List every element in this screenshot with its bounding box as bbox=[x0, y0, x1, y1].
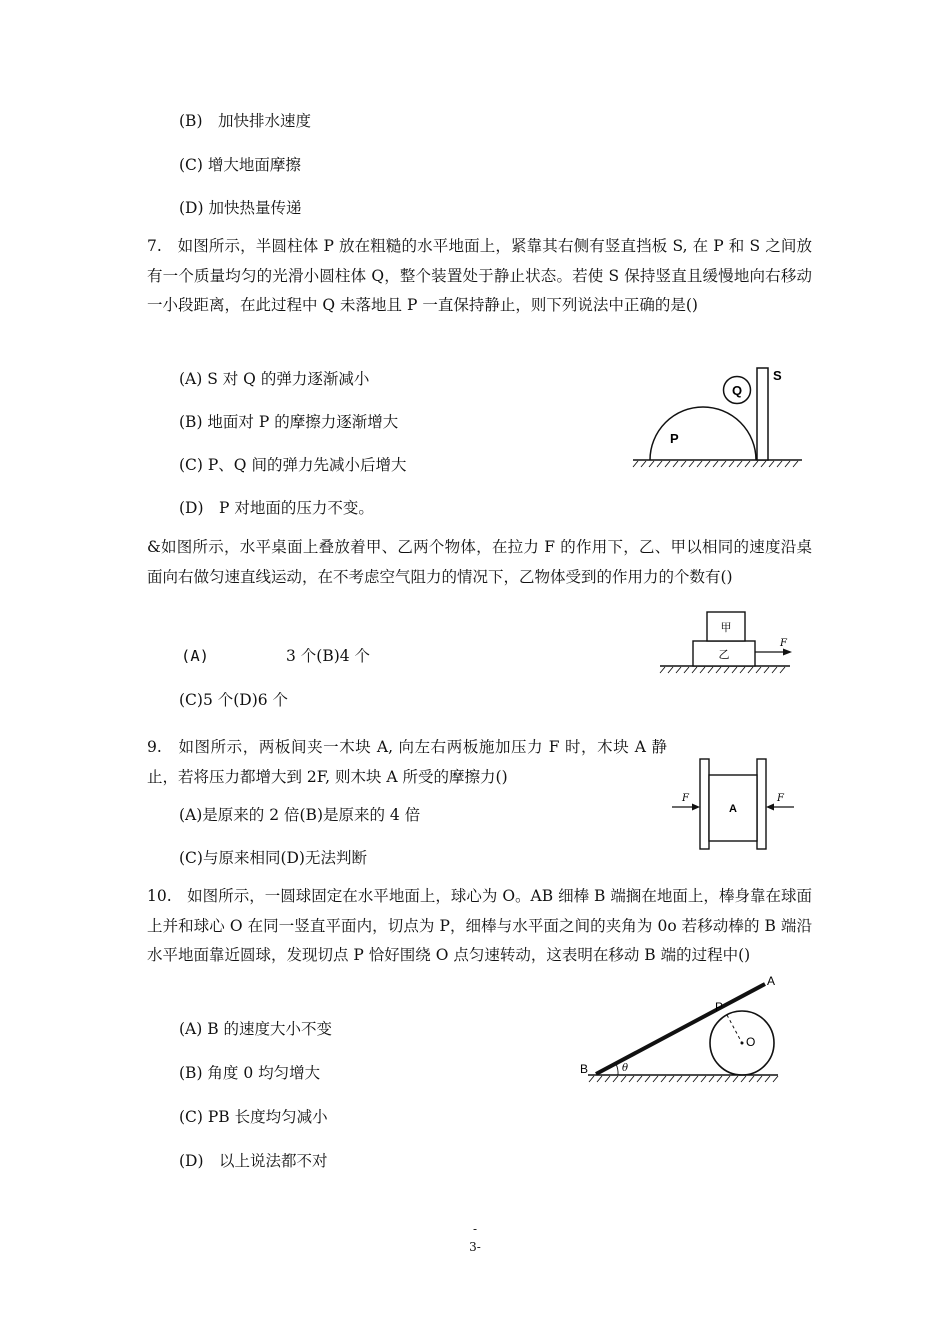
q8-stem: &如图所示，水平桌面上叠放着甲、乙两个物体，在拉力 F 的作用下，乙、甲以相同的速度沿桌面向右做匀速直线运动，在不考虑空气阻力的情况下，乙物体受到的作用力的个数有() bbox=[147, 538, 812, 586]
q9-option-c-d: (C)与原来相同(D)无法判断 bbox=[179, 849, 367, 867]
q10-figure bbox=[570, 972, 790, 1087]
q7-figure bbox=[630, 360, 820, 470]
half-cylinder-p bbox=[650, 407, 756, 460]
q9-option-a-b: (A)是原来的 2 倍(B)是原来的 4 倍 bbox=[179, 806, 421, 824]
label-right-f: F bbox=[777, 793, 784, 804]
label-yi: 乙 bbox=[718, 648, 730, 661]
ground-hatch bbox=[588, 1075, 778, 1082]
q6-option-d: (D) 加快热量传递 bbox=[179, 199, 302, 217]
rod-ab bbox=[596, 984, 765, 1074]
force-f-arrowhead bbox=[783, 649, 792, 656]
q8-option-a-b: 3 个(B)4 个 bbox=[286, 647, 371, 665]
label-s: S bbox=[773, 368, 782, 383]
q8-option-c-d: (C)5 个(D)6 个 bbox=[179, 691, 289, 709]
ground-hatch bbox=[660, 666, 790, 673]
page-number: 3- bbox=[469, 1240, 481, 1254]
label-theta: θ bbox=[622, 1063, 629, 1074]
label-left-f: F bbox=[682, 793, 689, 804]
q10-option-d: (D) 以上说法都不对 bbox=[179, 1152, 328, 1170]
q7-option-c: (C) P、Q 间的弹力先减小后增大 bbox=[179, 456, 407, 474]
label-block-a: A bbox=[729, 803, 737, 815]
q6-option-c: (C) 增大地面摩擦 bbox=[179, 156, 301, 174]
label-p: P bbox=[715, 1000, 724, 1014]
radius-op bbox=[727, 1015, 742, 1043]
q10-option-b: (B) 角度 0 均匀增大 bbox=[179, 1064, 321, 1082]
q8-option-a-label: (A) bbox=[181, 647, 209, 665]
left-force-arrowhead bbox=[692, 804, 700, 811]
ground-hatch bbox=[633, 460, 802, 467]
angle-arc bbox=[616, 1064, 618, 1075]
left-plate bbox=[700, 759, 709, 849]
right-force-arrowhead bbox=[766, 804, 774, 811]
q10-option-a: (A) B 的速度大小不变 bbox=[179, 1020, 333, 1038]
q7-option-d: (D) P 对地面的压力不变。 bbox=[179, 499, 374, 517]
q7-option-a: (A) S 对 Q 的弹力逐渐减小 bbox=[179, 370, 370, 388]
q10-stem: 10. 如图所示，一圆球固定在水平地面上，球心为 O。AB 细棒 B 端搁在地面上，棒身靠在球面上并和球心 O 在同一竖直平面内，切点为 P，细棒与水平面之间的夹角为 0o 若移动棒的 B 端沿水平地面靠近圆球，发现切点 P 恰好围绕 O 点匀速转动，这表明在移动 B 端的过程中() bbox=[147, 887, 812, 964]
q9-figure bbox=[668, 755, 798, 855]
q10-option-c: (C) PB 长度均匀减小 bbox=[179, 1108, 328, 1126]
center-o bbox=[741, 1042, 744, 1045]
label-q: Q bbox=[732, 383, 743, 398]
q7-stem: 7. 如图所示，半圆柱体 P 放在粗糙的水平地面上，紧靠其右侧有竖直挡板 S, 在 P 和 S 之间放有一个质量均匀的光滑小圆柱体 Q，整个装置处于静止状态。若使 S 保持竖直且缓慢地向右移动一小段距离，在此过程中 Q 未落地且 P 一直保持静止，则下列说法中正确的是() bbox=[147, 237, 812, 314]
label-p: P bbox=[670, 431, 679, 446]
q7-option-b: (B) 地面对 P 的摩擦力逐渐增大 bbox=[179, 413, 399, 431]
right-plate bbox=[757, 759, 766, 849]
label-b: B bbox=[580, 1062, 589, 1076]
label-f: F bbox=[780, 638, 787, 649]
baffle-s bbox=[757, 368, 768, 460]
q6-option-b: (B) 加快排水速度 bbox=[179, 112, 311, 130]
footer-dash: - bbox=[472, 1222, 478, 1236]
label-o: O bbox=[746, 1035, 756, 1049]
label-a: A bbox=[767, 974, 776, 988]
q8-figure bbox=[655, 600, 805, 680]
label-jia: 甲 bbox=[720, 621, 732, 634]
q9-stem: 9. 如图所示，两板间夹一木块 A, 向左右两板施加压力 F 时，木块 A 静止，若将压力都增大到 2F, 则木块 A 所受的摩擦力() bbox=[147, 738, 667, 786]
